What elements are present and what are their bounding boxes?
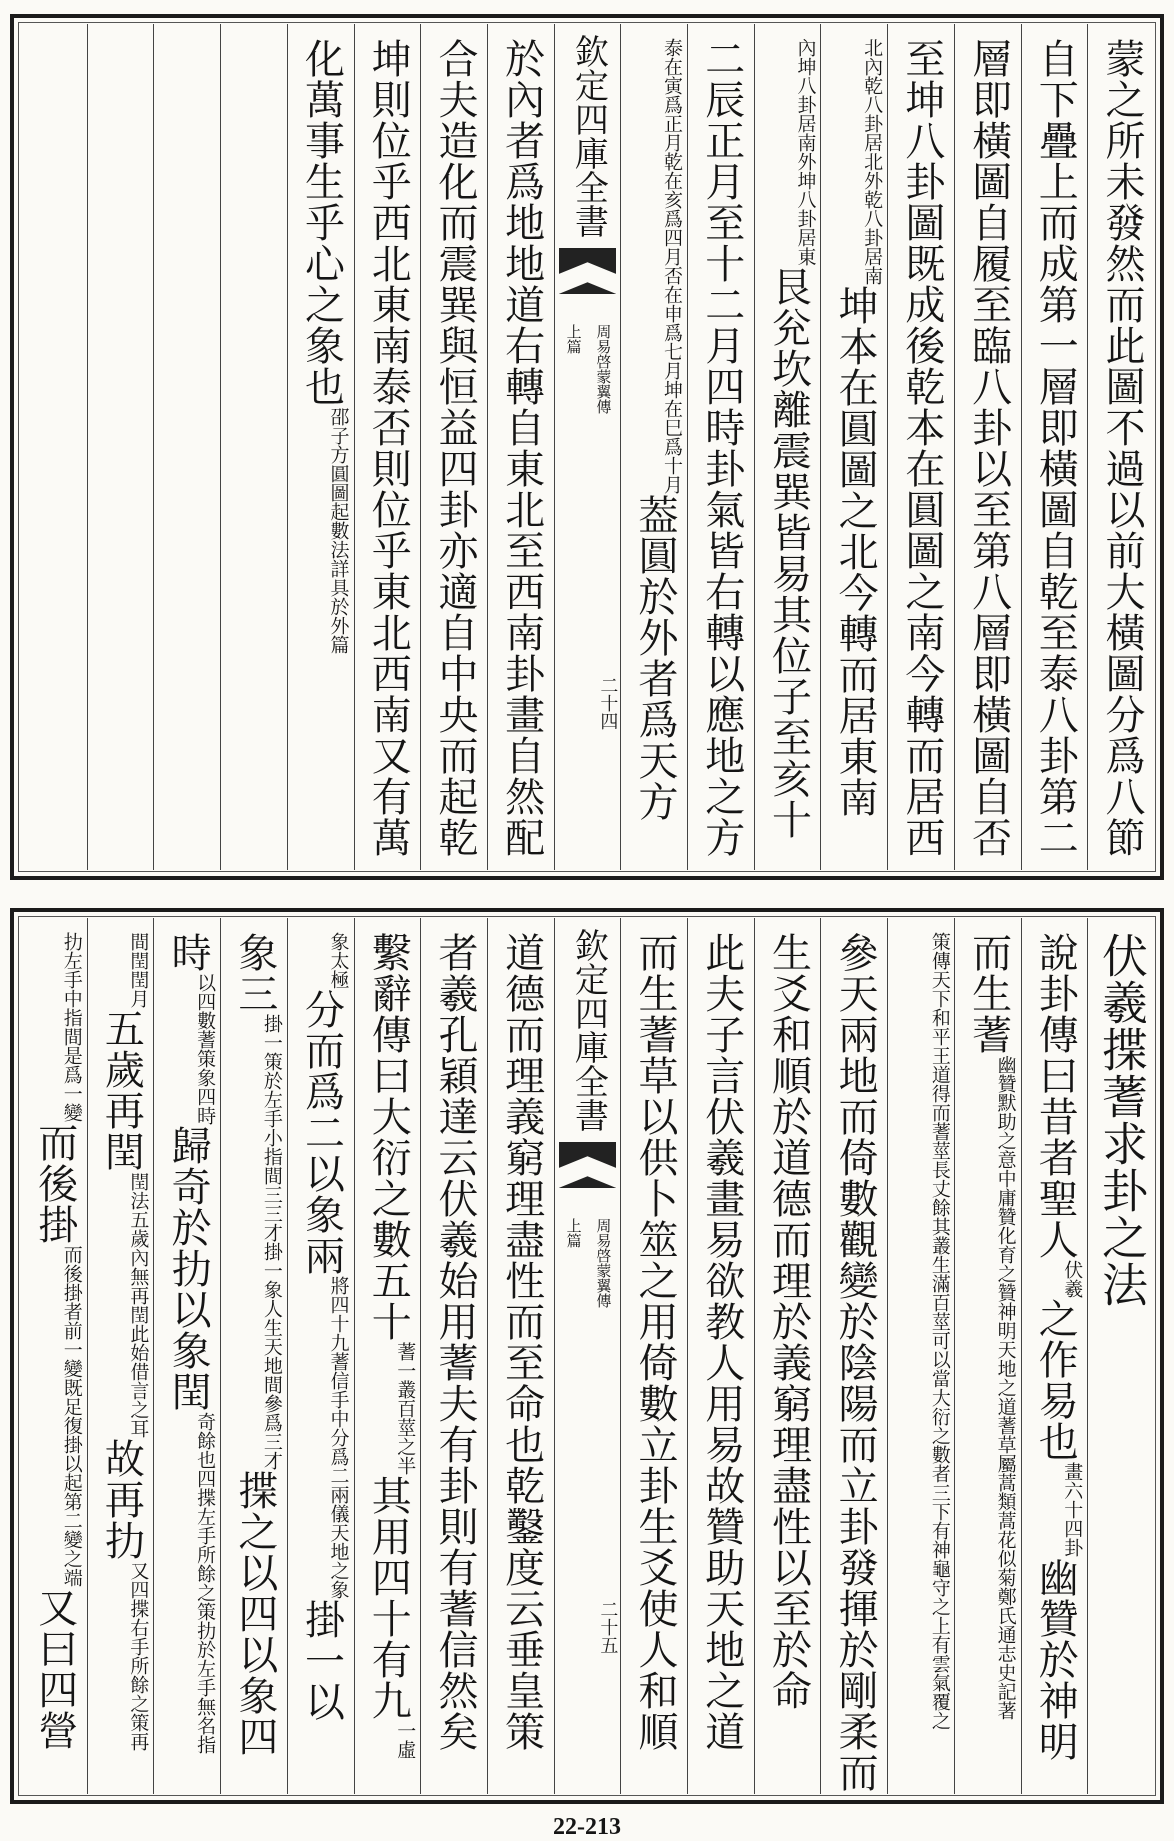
annotation-line: 象太 (327, 932, 350, 970)
main-text: 坤本在圓圖之北今轉而居東南 (832, 285, 879, 818)
center-fold (554, 918, 621, 1794)
inline-annotation (392, 1342, 418, 1475)
upper-column (87, 24, 154, 870)
annotation-line: 羲 (1061, 1279, 1084, 1298)
annotation-line: 幽贊默助之意中庸贊化育之贊神明天地之 (994, 1055, 1017, 1397)
lower-page (10, 908, 1164, 1804)
lower-column (354, 918, 421, 1794)
upper-text-column: 至坤八卦圖既成後乾本在圓圖之南今轉而居西 (887, 24, 954, 870)
inline-annotation (392, 1721, 418, 1759)
main-text: 艮兊坎離震巽皆易其位子至亥十 (765, 266, 812, 840)
main-text: 歸奇於扐以象閏 (165, 1125, 212, 1412)
book-title: 周易啓蒙翼傳 (594, 324, 613, 414)
main-text: 揲之以四以象四 (231, 1470, 278, 1757)
main-text: 而生蓍 (965, 932, 1012, 1055)
lower-text-column: 此夫子言伏羲畫易欲教人用易故贊助天地之道 (687, 918, 754, 1794)
main-text: 時 (165, 932, 212, 973)
upper-text-column: 二辰正月至十二月四時卦氣皆右轉以應地之方 (687, 24, 754, 870)
upper-page-columns (20, 24, 1154, 870)
lower-text-column: 參天兩地而倚數觀變於陰陽而立卦發揮於剛柔而 (820, 918, 887, 1794)
annotation-line: 將四十九蓍信手中分 (327, 1276, 350, 1447)
annotation-line: 閏法五歲內無再 (127, 1172, 150, 1305)
upper-text-column: 坤則位乎西北東南泰否則位乎東北西南又有萬 (354, 24, 421, 870)
annotation-line: 外乾八卦居南 (861, 171, 884, 285)
annotation-line: 而後掛者前一變既足 (60, 1245, 83, 1416)
upper-text-column: 合夫造化而震巽與恒益四卦亦適自中央而起乾 (420, 24, 487, 870)
annotation-line: 策傳天下和平王道得而蓍莖長丈餘其叢生滿百莖 (928, 932, 951, 1331)
main-text: 之作易也 (1032, 1298, 1079, 1462)
annotation-line: 北內乾八卦居北 (861, 38, 884, 171)
main-text: 幽贊於神明 (1032, 1557, 1079, 1762)
section-heading: 伏羲揲蓍求卦之法 (1087, 918, 1154, 1794)
annotation-line: 蓍一叢百 (394, 1342, 417, 1418)
lower-text-column: 生爻和順於道德而理於義窮理盡性以至於命 (754, 918, 821, 1794)
annotation-line: 法詳具於外篇 (327, 540, 350, 654)
main-text: 又曰四營 (31, 1587, 78, 1751)
upper-column (220, 24, 287, 870)
main-text: 而後掛 (31, 1122, 78, 1245)
inline-annotation (1059, 1260, 1085, 1298)
inline-annotation (59, 1245, 85, 1587)
inline-annotation (192, 1412, 218, 1754)
annotation-line: 閏此始借言之耳 (127, 1305, 150, 1438)
annotation-line: 間閏 (127, 932, 150, 970)
lower-column (287, 918, 354, 1794)
inline-annotation (326, 407, 352, 654)
fish-tail-mark (559, 1142, 617, 1168)
inline-annotation (792, 38, 818, 266)
main-text: 化萬事生乎心之象也 (298, 38, 345, 407)
volume-label: 上篇 (564, 324, 583, 354)
main-text: 其用四十有九 (365, 1475, 412, 1721)
main-text: 五歲再閏 (98, 1008, 145, 1172)
annotation-line: 畫六十 (1061, 1462, 1084, 1519)
series-title: 欽定四庫全書 (568, 34, 609, 238)
main-text: 故再扐 (98, 1438, 145, 1561)
upper-column (820, 24, 887, 870)
upper-text-column: 自下疊上而成第一層即橫圖自乾至泰八卦第二 (1021, 24, 1088, 870)
inline-annotation (59, 932, 85, 1122)
inline-annotation (125, 932, 151, 1008)
annotation-line: 策象四時 (194, 1049, 217, 1125)
main-text: 分而爲二以象兩 (298, 989, 345, 1276)
main-text: 說卦傳曰昔者聖人 (1032, 932, 1079, 1260)
inline-annotation (326, 1276, 352, 1599)
upper-column (287, 24, 354, 870)
inline-annotation (859, 38, 885, 285)
main-text: 掛一以 (298, 1599, 345, 1722)
lower-column (20, 918, 87, 1794)
upper-page (10, 14, 1164, 880)
annotation-line: 之策扐於左手無名指 (194, 1583, 217, 1754)
lower-text-column: 而生蓍草以供卜筮之用倚數立卦生爻使人和順 (620, 918, 687, 1794)
book-title: 周易啓蒙翼傳 (594, 1218, 613, 1308)
inline-annotation (259, 1014, 285, 1470)
series-title: 欽定四庫全書 (568, 928, 609, 1132)
annotation-line: 四卦 (1061, 1519, 1084, 1557)
inline-annotation (993, 1055, 1019, 1720)
annotation-line: 爲二兩儀天地之象 (327, 1447, 350, 1599)
lower-column (87, 918, 154, 1794)
inline-annotation (125, 1561, 151, 1751)
volume-page-number: 22-213 (553, 1814, 621, 1840)
annotation-line: 伏 (1061, 1260, 1084, 1279)
fish-tail-mark (559, 1170, 617, 1188)
page-number: 二十五 (597, 1600, 619, 1654)
upper-column (20, 24, 87, 870)
lower-page-columns (20, 918, 1154, 1794)
main-text: 象三 (231, 932, 278, 1014)
main-text: 繫辭傳曰大衍之數五十 (365, 932, 412, 1342)
annotation-line: 掛一策於左手小指間三三才 (260, 1014, 283, 1242)
inline-annotation (1059, 1462, 1085, 1557)
fish-tail-mark (559, 248, 617, 274)
fish-tail-mark (559, 276, 617, 294)
upper-text-column: 蒙之所未發然而此圖不過以前大橫圖分爲八節 (1087, 24, 1154, 870)
lower-text-column: 者羲孔穎達云伏羲始用蓍夫有卦則有蓍信然矣 (420, 918, 487, 1794)
annotation-line: 道蓍草屬蒿類蒿花似菊鄭氏通志史記著 (994, 1397, 1017, 1720)
annotation-line: 極 (327, 970, 350, 989)
page-number: 二十四 (597, 676, 619, 730)
upper-column (754, 24, 821, 870)
upper-text-column: 於內者爲地地道右轉自東北至西南卦畫自然配 (487, 24, 554, 870)
upper-text-column: 層即橫圖自履至臨八卦以至第八層即橫圖自否 (954, 24, 1021, 870)
inline-annotation (659, 38, 685, 494)
upper-column (620, 24, 687, 870)
lower-column (153, 918, 220, 1794)
lower-column (887, 918, 954, 1794)
inline-annotation (125, 1172, 151, 1438)
annotation-line: 泰在寅爲正月乾在亥爲四月 (661, 38, 684, 266)
lower-column (954, 918, 1021, 1794)
upper-column (153, 24, 220, 870)
lower-column (1021, 918, 1088, 1794)
annotation-line: 莖之半 (394, 1418, 417, 1475)
center-fold (554, 24, 621, 870)
lower-column (220, 918, 287, 1794)
annotation-line: 一虛 (394, 1721, 417, 1759)
inline-annotation (326, 932, 352, 989)
annotation-line: 閏月 (127, 970, 150, 1008)
annotation-line: 復掛以起第二變之端 (60, 1416, 83, 1587)
annotation-line: 可以當大衍之數者三下有神龜守之上有雲氣覆之 (928, 1331, 951, 1730)
annotation-line: 邵子方圓圖起數 (327, 407, 350, 540)
annotation-line: 扐左手中指 (60, 932, 83, 1027)
lower-text-column: 道德而理義窮理盡性而至命也乾鑿度云垂皇策 (487, 918, 554, 1794)
annotation-line: 奇餘也四揲左手所餘 (194, 1412, 217, 1583)
annotation-line: 間是爲一變 (60, 1027, 83, 1122)
annotation-line: 又四揲右手 (127, 1561, 150, 1656)
annotation-line: 外坤八卦居東 (794, 152, 817, 266)
annotation-line: 掛一象人生天地間參爲三才 (260, 1242, 283, 1470)
inline-annotation (192, 973, 218, 1125)
annotation-line: 否在申爲七月坤在巳爲十月 (661, 266, 684, 494)
annotation-line: 內坤八卦居南 (794, 38, 817, 152)
volume-label: 上篇 (564, 1218, 583, 1248)
main-text: 葢圓於外者爲天方 (632, 494, 679, 822)
annotation-line: 所餘之策再 (127, 1656, 150, 1751)
annotation-line: 以四數蓍 (194, 973, 217, 1049)
